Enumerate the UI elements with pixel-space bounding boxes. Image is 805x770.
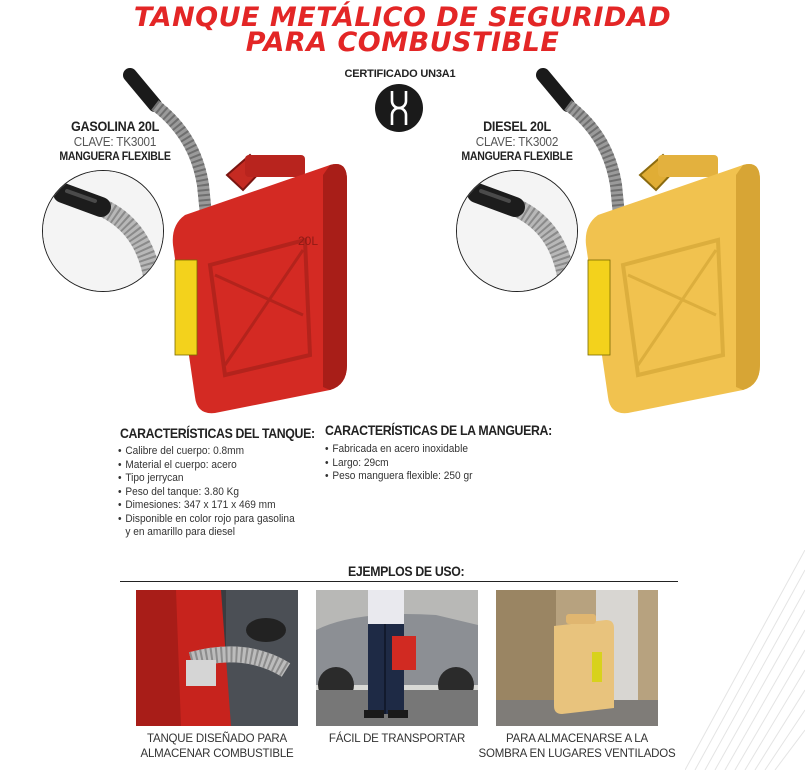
list-item: • Disponible en color rojo para gasolina — [118, 513, 295, 527]
un-certification-logo — [375, 84, 423, 132]
red-can-embossed-mark: 20L — [298, 234, 319, 248]
yellow-jerrycan-image — [528, 65, 773, 415]
tank-specs-list — [118, 445, 310, 540]
product-hose-label: MANGUERA FLEXIBLE — [59, 149, 171, 163]
certification-label: CERTIFICADO UN3A1 — [344, 68, 456, 80]
caption-line: ALMACENAR COMBUSTIBLE — [140, 748, 294, 760]
list-item: • Peso del tanque: 3.80 Kg — [118, 486, 295, 500]
page-title-line-2: PARA COMBUSTIBLE — [245, 27, 560, 58]
decorative-line-pattern — [685, 550, 805, 770]
product-name: DIESEL 20L — [483, 118, 551, 134]
examples-heading: EJEMPLOS DE USO: — [348, 563, 465, 579]
tank-specs-heading: CARACTERÍSTICAS DEL TANQUE: — [120, 425, 315, 441]
list-item: y en amarillo para diesel — [125, 526, 236, 538]
caption-line: SOMBRA EN LUGARES VENTILADOS — [478, 748, 676, 760]
list-item: • Fabricada en acero inoxidable — [325, 443, 472, 457]
caption-line: TANQUE DISEÑADO PARA — [147, 733, 287, 745]
example-caption-fueling — [126, 732, 308, 762]
example-photo-fueling — [136, 590, 298, 726]
product-hose-label: MANGUERA FLEXIBLE — [461, 149, 573, 163]
hose-specs-list — [325, 443, 485, 484]
example-photo-storage — [496, 590, 658, 726]
list-item: • Largo: 29cm — [325, 457, 472, 471]
list-item: • Material el cuerpo: acero — [118, 459, 295, 473]
list-item: • Tipo jerrycan — [118, 472, 295, 486]
list-item: • Peso manguera flexible: 250 gr — [325, 470, 472, 484]
example-caption-storage — [476, 732, 678, 762]
red-jerrycan-image — [115, 65, 360, 415]
section-divider — [120, 581, 678, 582]
caption-line: PARA ALMACENARSE A LA — [506, 733, 648, 745]
product-name: GASOLINA 20L — [70, 118, 160, 134]
example-photo-transport — [316, 590, 478, 726]
page-title-line-1: TANQUE METÁLICO DE SEGURIDAD — [133, 2, 672, 33]
list-item: • Calibre del cuerpo: 0.8mm — [118, 445, 295, 459]
hose-specs-heading: CARACTERÍSTICAS DE LA MANGUERA: — [325, 422, 552, 438]
product-code: CLAVE: TK3001 — [73, 134, 157, 149]
product-code: CLAVE: TK3002 — [475, 134, 559, 149]
list-item: • Dimesiones: 347 x 171 x 469 mm — [118, 499, 295, 513]
example-caption-transport — [306, 732, 488, 747]
caption-line: FÁCIL DE TRANSPORTAR — [328, 733, 466, 745]
